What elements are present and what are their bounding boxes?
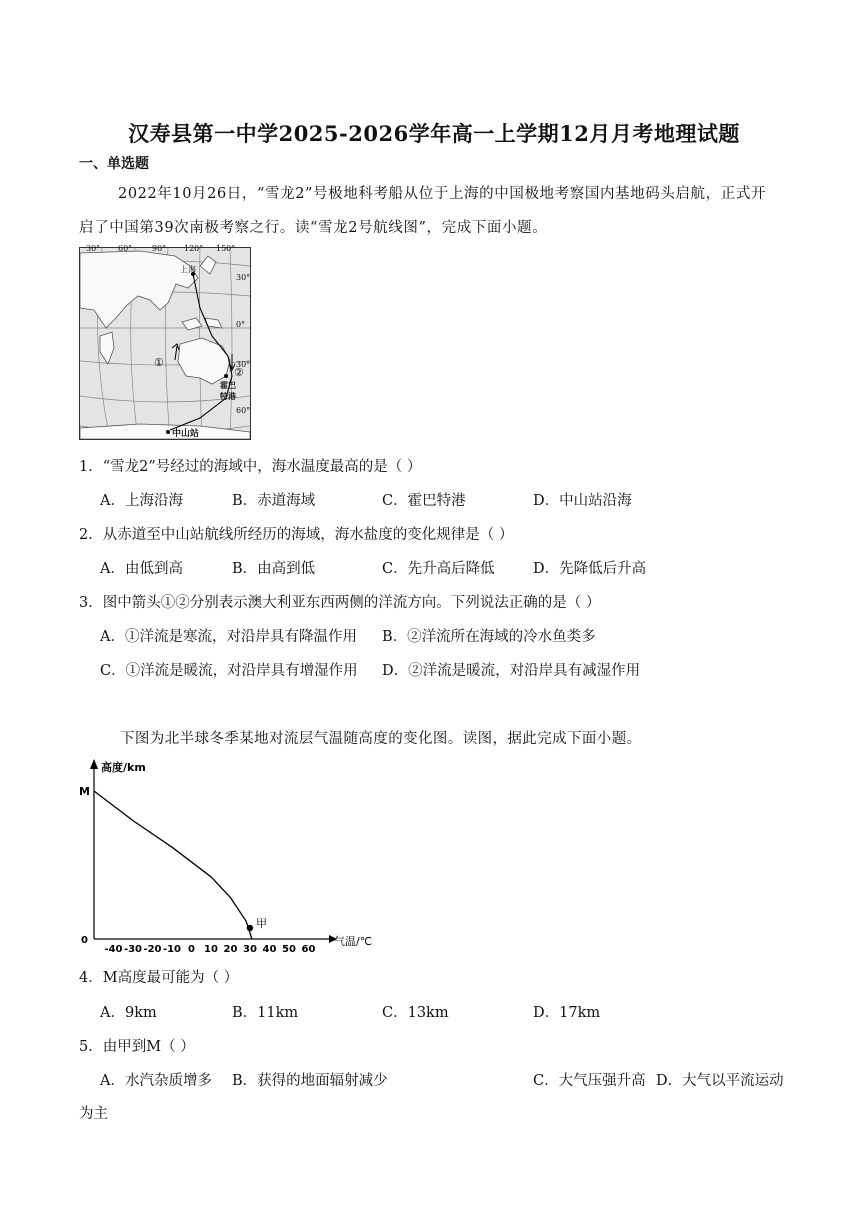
question-number: 3． bbox=[79, 595, 103, 611]
question-4 bbox=[79, 966, 238, 987]
q4-option-d[interactable]: D．17km bbox=[533, 1005, 601, 1021]
chart-svg bbox=[79, 755, 379, 955]
intro-line-2: 启了中国第39次南极考察之行。读“雪龙2号航线图”，完成下面小题。 bbox=[79, 220, 548, 236]
lat-label: 30° bbox=[236, 273, 251, 282]
lon-label: 90° bbox=[152, 244, 167, 253]
x-tick-label: -40 bbox=[104, 944, 123, 955]
y-axis-label: 高度/km bbox=[101, 761, 146, 774]
intro-2: 下图为北半球冬季某地对流层气温随高度的变化图。读图，据此完成下面小题。 bbox=[120, 731, 642, 747]
q4-option-a[interactable]: A．9km bbox=[100, 1005, 157, 1021]
x-tick-label: 40 bbox=[262, 944, 277, 955]
page-title: 汉寿县第一中学2025-2026学年高一上学期12月月考地理试题 bbox=[128, 121, 740, 146]
question-3 bbox=[79, 591, 600, 612]
question-5 bbox=[79, 1035, 195, 1056]
lat-label: 60° bbox=[236, 406, 251, 415]
y-tick-label: M bbox=[79, 785, 90, 798]
question-number: 5． bbox=[79, 1039, 103, 1055]
shanghai-label: 上海 bbox=[180, 265, 196, 274]
lat-label: 0° bbox=[236, 320, 246, 329]
x-tick-label: 0 bbox=[188, 944, 195, 955]
lon-label: 120° bbox=[184, 244, 204, 253]
temperature-curve bbox=[94, 791, 252, 939]
lon-label: 30° bbox=[86, 244, 101, 253]
lon-label: 60° bbox=[118, 244, 133, 253]
point-jia bbox=[247, 925, 253, 931]
question-stem: “雪龙2”号经过的海域中，海水温度最高的是（ ） bbox=[102, 459, 422, 475]
x-tick-label: -20 bbox=[143, 944, 162, 955]
q4-option-b[interactable]: B．11km bbox=[232, 1005, 299, 1021]
x-tick-label: 30 bbox=[243, 944, 257, 955]
intro-line-1: 2022年10月26日，“雪龙2”号极地科考船从位于上海的中国极地考察国内基地码头启航，正式开 bbox=[118, 186, 767, 202]
q3-option-a[interactable]: A．①洋流是寒流，对沿岸具有降温作用 bbox=[100, 629, 357, 645]
zhongshan-dot bbox=[166, 430, 170, 434]
q5-option-d[interactable]: D．大气以平流运动 bbox=[656, 1073, 784, 1089]
lat-label: 30° bbox=[236, 360, 251, 369]
question-stem: 从赤道至中山站航线所经历的海域，海水盐度的变化规律是（ ） bbox=[102, 527, 514, 543]
q5-option-b[interactable]: B．获得的地面辐射减少 bbox=[232, 1073, 388, 1089]
temperature-height-chart bbox=[79, 755, 379, 959]
q5-option-d-continued: 为主 bbox=[79, 1106, 108, 1122]
marker-1: ① bbox=[154, 356, 164, 369]
x-tick-label: 60 bbox=[301, 944, 316, 955]
lon-label: 150° bbox=[216, 244, 236, 253]
question-number: 2． bbox=[79, 527, 103, 543]
hobart-label: 特港 bbox=[220, 391, 236, 401]
question-stem: M高度最可能为（ ） bbox=[102, 970, 239, 986]
question-number: 1． bbox=[79, 459, 103, 475]
q3-option-b[interactable]: B．②洋流所在海域的冷水鱼类多 bbox=[382, 629, 596, 645]
q2-option-a[interactable]: A．由低到高 bbox=[100, 561, 183, 577]
point-jia-label: 甲 bbox=[255, 917, 267, 930]
x-tick-label: 10 bbox=[204, 944, 218, 955]
question-1 bbox=[79, 455, 421, 476]
question-2 bbox=[79, 523, 513, 544]
x-axis-label: 气温/℃ bbox=[334, 935, 373, 948]
marker-2: ② bbox=[234, 366, 244, 379]
q2-option-c[interactable]: C．先升高后降低 bbox=[382, 561, 495, 577]
q2-option-b[interactable]: B．由高到低 bbox=[232, 561, 316, 577]
q1-option-b[interactable]: B．赤道海域 bbox=[232, 493, 316, 509]
question-stem: 图中箭头①②分别表示澳大利亚东西两侧的洋流方向。下列说法正确的是（ ） bbox=[102, 595, 601, 611]
hobart-label: 霍巴 bbox=[220, 380, 236, 390]
zhongshan-label: 中山站 bbox=[172, 429, 200, 439]
y-tick-label: 0 bbox=[81, 935, 88, 946]
q5-option-c[interactable]: C．大气压强升高 bbox=[533, 1073, 646, 1089]
q3-option-c[interactable]: C．①洋流是暖流，对沿岸具有增湿作用 bbox=[100, 663, 358, 679]
question-stem: 由甲到M（ ） bbox=[102, 1039, 195, 1055]
q3-option-d[interactable]: D．②洋流是暖流，对沿岸具有减湿作用 bbox=[382, 663, 641, 679]
q4-option-c[interactable]: C．13km bbox=[382, 1005, 449, 1021]
hobart-dot bbox=[224, 374, 228, 378]
section-heading: 一、单选题 bbox=[79, 156, 149, 172]
x-tick-label: -30 bbox=[123, 944, 143, 955]
y-axis-arrow bbox=[90, 759, 98, 769]
q1-option-a[interactable]: A．上海沿海 bbox=[100, 493, 183, 509]
question-number: 4． bbox=[79, 970, 103, 986]
x-tick-label: 20 bbox=[223, 944, 238, 955]
q1-option-d[interactable]: D．中山站沿海 bbox=[533, 493, 632, 509]
q2-option-d[interactable]: D．先降低后升高 bbox=[533, 561, 647, 577]
route-map bbox=[79, 244, 251, 440]
q1-option-c[interactable]: C．霍巴特港 bbox=[382, 493, 466, 509]
x-tick-label: 50 bbox=[282, 944, 296, 955]
q5-option-a[interactable]: A．水汽杂质增多 bbox=[100, 1073, 212, 1089]
x-tick-label: -10 bbox=[162, 944, 182, 955]
